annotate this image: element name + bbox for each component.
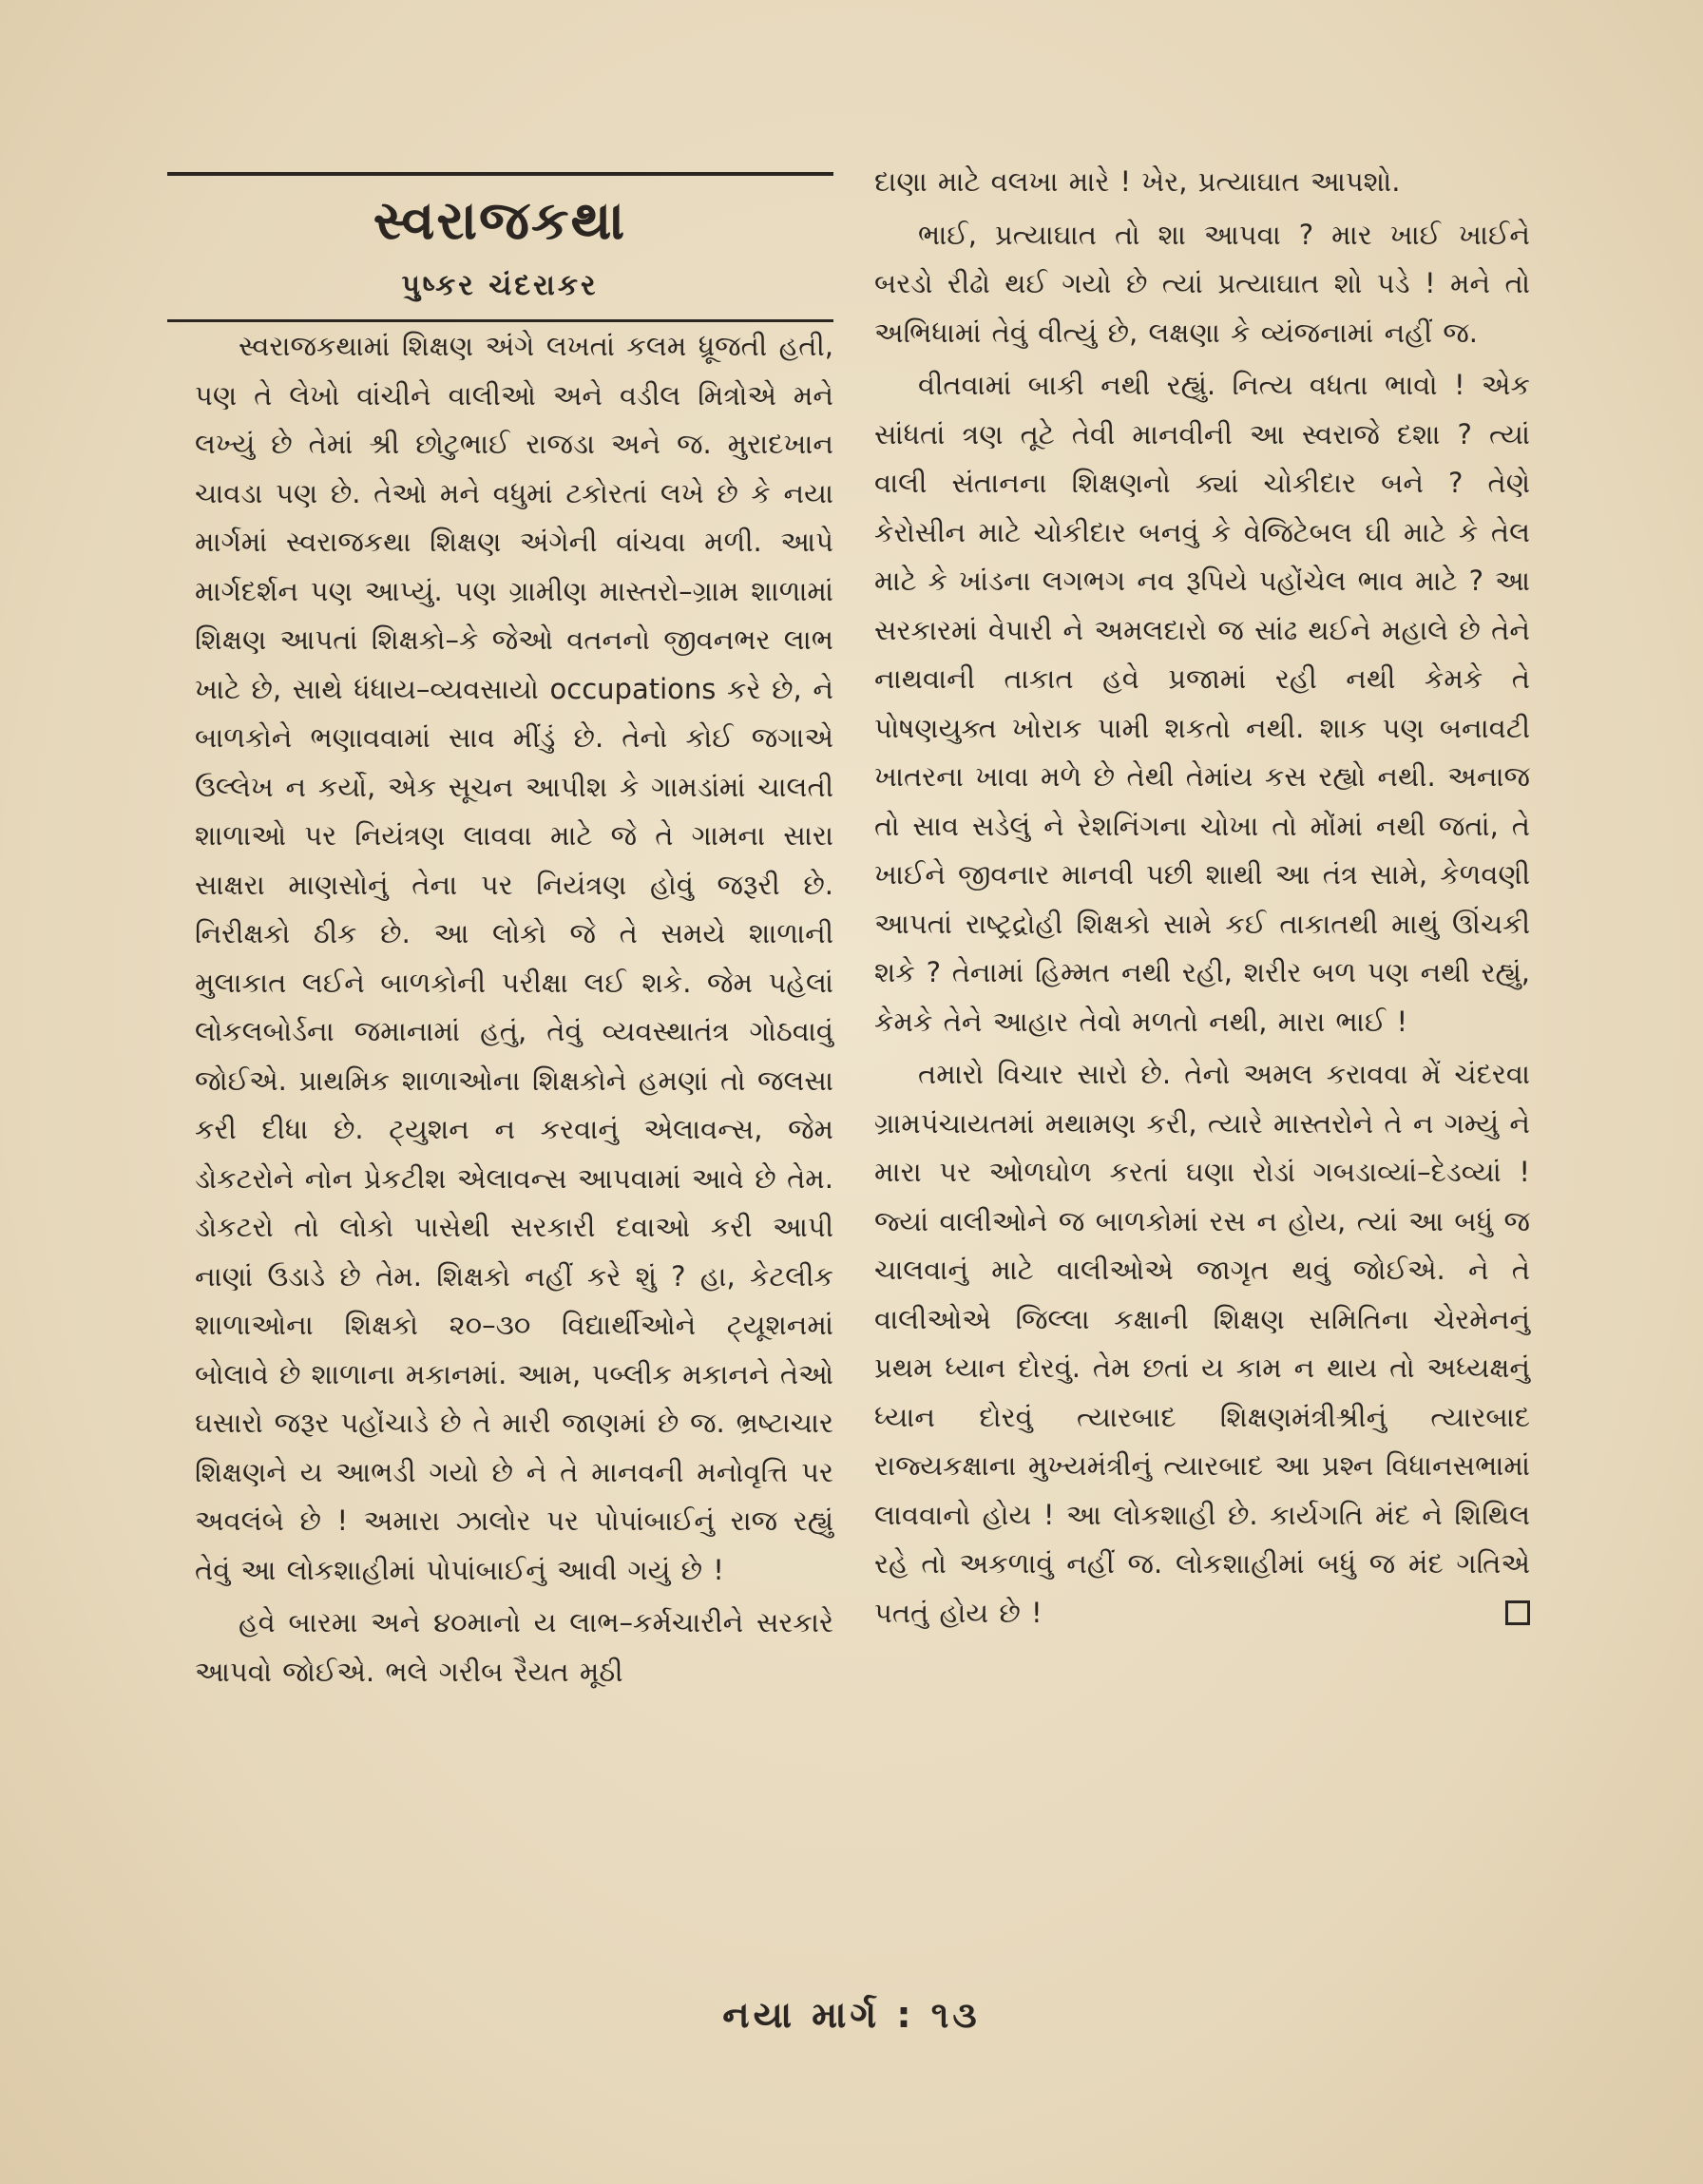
left-paragraph-2: હવે બારમા અને ૪૦માનો ય લાભ–કર્મચારીને સરકારે આપવો જોઈએ. ભલે ગરીબ રૈયત મૂઠી	[195, 1606, 833, 1688]
page-footer: નયા માર્ગ : ૧૩	[722, 1994, 981, 2036]
title-top-rule	[167, 172, 833, 176]
right-column	[874, 158, 1530, 1638]
right-paragraph-1: દાણા માટે વલખા મારે ! ખેર, પ્રત્યાઘાત આપશો.	[874, 165, 1401, 198]
left-column	[195, 316, 833, 1696]
right-paragraph-3: વીતવામાં બાકી નથી રહ્યું. નિત્ય વધતા ભાવો ! એક સાંધતાં ત્રણ તૂટે તેવી માનવીની આ સ્વરાજે દશા ? ત્યાં વાલી સંતાનના શિક્ષણનો ક્યાં ચોકીદાર બને ? તેણે કેરોસીન માટે ચોકીદાર બનવું કે વેજિટેબલ ઘી માટે કે તેલ માટે કે ખાંડના લગભગ નવ રૂપિયે પહોંચેલ ભાવ માટે ? આ સરકારમાં વેપારી ને અમલદારો જ સાંઢ થઈને મહાલે છે તેને નાથવાની તાકાત હવે પ્રજામાં રહી નથી કેમકે તે પોષણયુક્ત ખોરાક પામી શકતો નથી. શાક પણ બનાવટી ખાતરના ખાવા મળે છે તેથી તેમાંય કસ રહ્યો નથી. અનાજ તો સાવ સડેલું ને રેશનિંગના ચોખા તો મોંમાં નથી જતાં, તે ખાઈને જીવનાર માનવી પછી શાથી આ તંત્ર સામે, કેળવણી આપતાં રાષ્ટ્રદ્રોહી શિક્ષકો સામે કઈ તાકાતથી માથું ઊંચકી શકે ? તેનામાં હિમ્મત નથી રહી, શરીર બળ પણ નથી રહ્યું, કેમકે તેને આહાર તેવો મળતો નથી, મારા ભાઈ !	[874, 369, 1530, 1038]
article-author: પુષ્કર ચંદરાકર	[401, 269, 599, 302]
left-paragraph-1: સ્વરાજકથામાં શિક્ષણ અંગે લખતાં કલમ ધ્રૂજતી હતી, પણ તે લેખો વાંચીને વાલીઓ અને વડીલ મિત્રોએ મને લખ્યું છે તેમાં શ્રી છોટુભાઈ રાજડા અને જ. મુરાદખાન ચાવડા પણ છે. તેઓ મને વધુમાં ટકોરતાં લખે છે કે નયા માર્ગમાં સ્વરાજકથા શિક્ષણ અંગેની વાંચવા મળી. આપે માર્ગદર્શન પણ આપ્યું. પણ ગ્રામીણ માસ્તરો–ગ્રામ શાળામાં શિક્ષણ આપતાં શિક્ષકો–કે જેઓ વતનનો જીવનભર લાભ ખાટે છે, સાથે ધંધાય–વ્યવસાયો occupations કરે છે, ને બાળકોને ભણાવવામાં સાવ મીંડું છે. તેનો કોઈ જગાએ ઉલ્લેખ ન કર્યો, એક સૂચન આપીશ કે ગામડાંમાં ચાલતી શાળાઓ પર નિયંત્રણ લાવવા માટે જે તે ગામના સારા સાક્ષરા માણસોનું તેના પર નિયંત્રણ હોવું જરૂરી છે. નિરીક્ષકો ઠીક છે. આ લોકો જે તે સમયે શાળાની મુલાકાત લઈને બાળકોની પરીક્ષા લઈ શકે. જેમ પહેલાં લોકલબોર્ડના જમાનામાં હતું, તેવું વ્યવસ્થાતંત્ર ગોઠવાવું જોઈએ. પ્રાથમિક શાળાઓના શિક્ષકોને હમણાં તો જલસા કરી દીધા છે. ટ્યુશન ન કરવાનું એલાવન્સ, જેમ ડોકટરોને નોન પ્રેકટીશ એલાવન્સ આપવામાં આવે છે તેમ. ડોકટરો તો લોકો પાસેથી સરકારી દવાઓ કરી આપી નાણાં ઉડાડે છે તેમ. શિક્ષકો નહીં કરે શું ? હા, કેટલીક શાળાઓના શિક્ષકો ૨૦–૩૦ વિદ્યાર્થીઓને ટ્યૂશનમાં બોલાવે છે શાળાના મકાનમાં. આમ, પબ્લીક મકાનને તેઓ ઘસારો જરૂર પહોંચાડે છે તે મારી જાણમાં છે જ. ભ્રષ્ટાચાર શિક્ષણને ય આભડી ગયો છે ને તે માનવની મનોવૃત્તિ પર અવલંબે છે ! અમારા ઝાલોર પર પોપાંબાઈનું રાજ રહ્યું તેવું આ લોકશાહીમાં પોપાંબાઈનું આવી ગયું છે !	[195, 330, 833, 1586]
right-paragraph-4	[874, 1050, 1530, 1638]
end-of-article-box-icon	[1505, 1600, 1530, 1625]
right-paragraph-4-text: તમારો વિચાર સારો છે. તેનો અમલ કરાવવા મેં ચંદરવા ગ્રામપંચાયતમાં મથામણ કરી, ત્યારે માસ્તરોને તે ન ગમ્યું ને મારા પર ઓળઘોળ કરતાં ઘણા રોડાં ગબડાવ્યાં–દેડવ્યાં ! જ્યાં વાલીઓને જ બાળકોમાં રસ ન હોય, ત્યાં આ બધું જ ચાલવાનું માટે વાલીઓએ જાગૃત થવું જોઈએ. ને તે વાલીઓએ જિલ્લા કક્ષાની શિક્ષણ સમિતિના ચેરમેનનું પ્રથમ ધ્યાન દોરવું. તેમ છતાં ય કામ ન થાય તો અધ્યક્ષનું ધ્યાન દોરવું ત્યારબાદ શિક્ષણમંત્રીશ્રીનું ત્યારબાદ રાજ્યકક્ષાના મુખ્યમંત્રીનું ત્યારબાદ આ પ્રશ્ન વિધાનસભામાં લાવવાનો હોય ! આ લોકશાહી છે. કાર્યગતિ મંદ ને શિથિલ રહે તો અકળાવું નહીં જ. લોકશાહીમાં બધું જ મંદ ગતિએ પતતું હોય છે !	[874, 1058, 1530, 1629]
article-title: સ્વરાજકથા	[373, 190, 627, 252]
right-paragraph-2: ભાઈ, પ્રત્યાઘાત તો શા આપવા ? માર ખાઈ ખાઈને બરડો રીઢો થઈ ગયો છે ત્યાં પ્રત્યાઘાત શો પડે ! મને તો અભિધામાં તેવું વીત્યું છે, લક્ષણા કે વ્યંજનામાં નહીં જ.	[874, 218, 1530, 349]
